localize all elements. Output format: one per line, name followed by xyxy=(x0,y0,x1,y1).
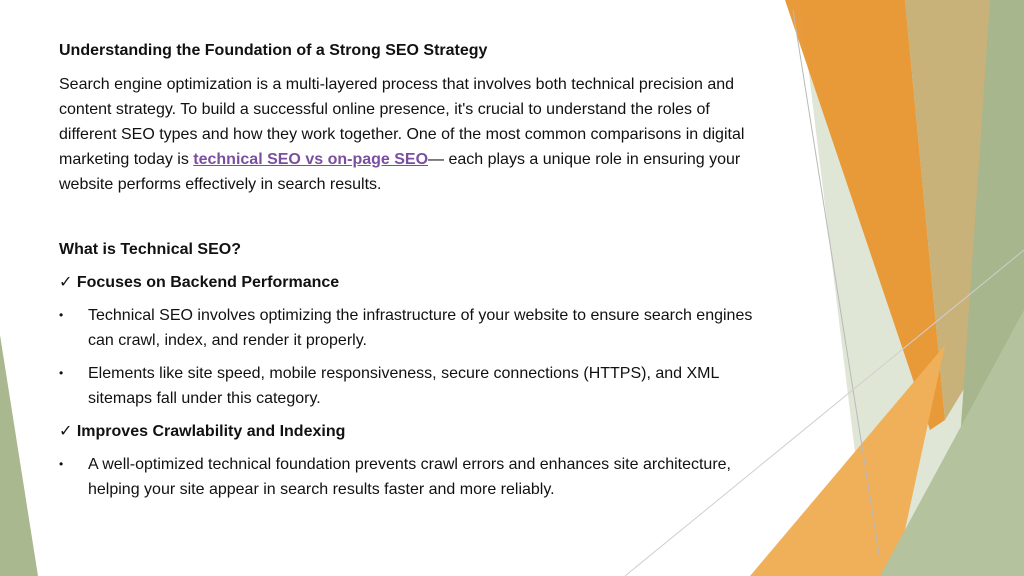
main-heading: Understanding the Foundation of a Strong SEO Strategy xyxy=(59,42,488,59)
subheading-backend-text: Focuses on Backend Performance xyxy=(76,274,340,291)
subheading-backend xyxy=(59,270,759,295)
section-heading: What is Technical SEO? xyxy=(59,241,241,258)
bullet-icon: • xyxy=(59,457,64,471)
technical-vs-onpage-link[interactable]: technical SEO vs on-page SEO xyxy=(193,151,429,168)
list-item xyxy=(59,303,759,353)
checkmark-icon: ✓ xyxy=(59,274,73,291)
list-item xyxy=(59,452,759,502)
left-sage-triangle xyxy=(0,335,38,576)
bullet-icon: • xyxy=(59,308,64,322)
intro-text-after-link: — each plays a unique role in ensuring your website performs effectively in search results. xyxy=(59,151,741,193)
slide-content xyxy=(59,38,759,502)
intro-text-before-link: Search engine optimization is a multi-layered process that involves both technical precision and content strategy. To build a successful online presence, it's crucial to understand the roles of different SEO types and how they work together. One of the most common comparisons in digital marketing today is xyxy=(59,76,745,168)
checkmark-icon: ✓ xyxy=(59,423,73,440)
bullet-text: Elements like site speed, mobile responsiveness, secure connections (HTTPS), and XML sitemaps fall under this category. xyxy=(88,365,719,407)
subheading-crawlability-text: Improves Crawlability and Indexing xyxy=(76,423,346,440)
list-item xyxy=(59,361,759,411)
subheading-crawlability xyxy=(59,419,759,444)
bullet-text: A well-optimized technical foundation prevents crawl errors and enhances site architecture, helping your site appear in search results faster and more reliably. xyxy=(88,456,731,498)
bullet-text: Technical SEO involves optimizing the infrastructure of your website to ensure search engines can crawl, index, and render it properly. xyxy=(88,307,753,349)
bullet-icon: • xyxy=(59,366,64,380)
intro-paragraph xyxy=(59,72,759,197)
